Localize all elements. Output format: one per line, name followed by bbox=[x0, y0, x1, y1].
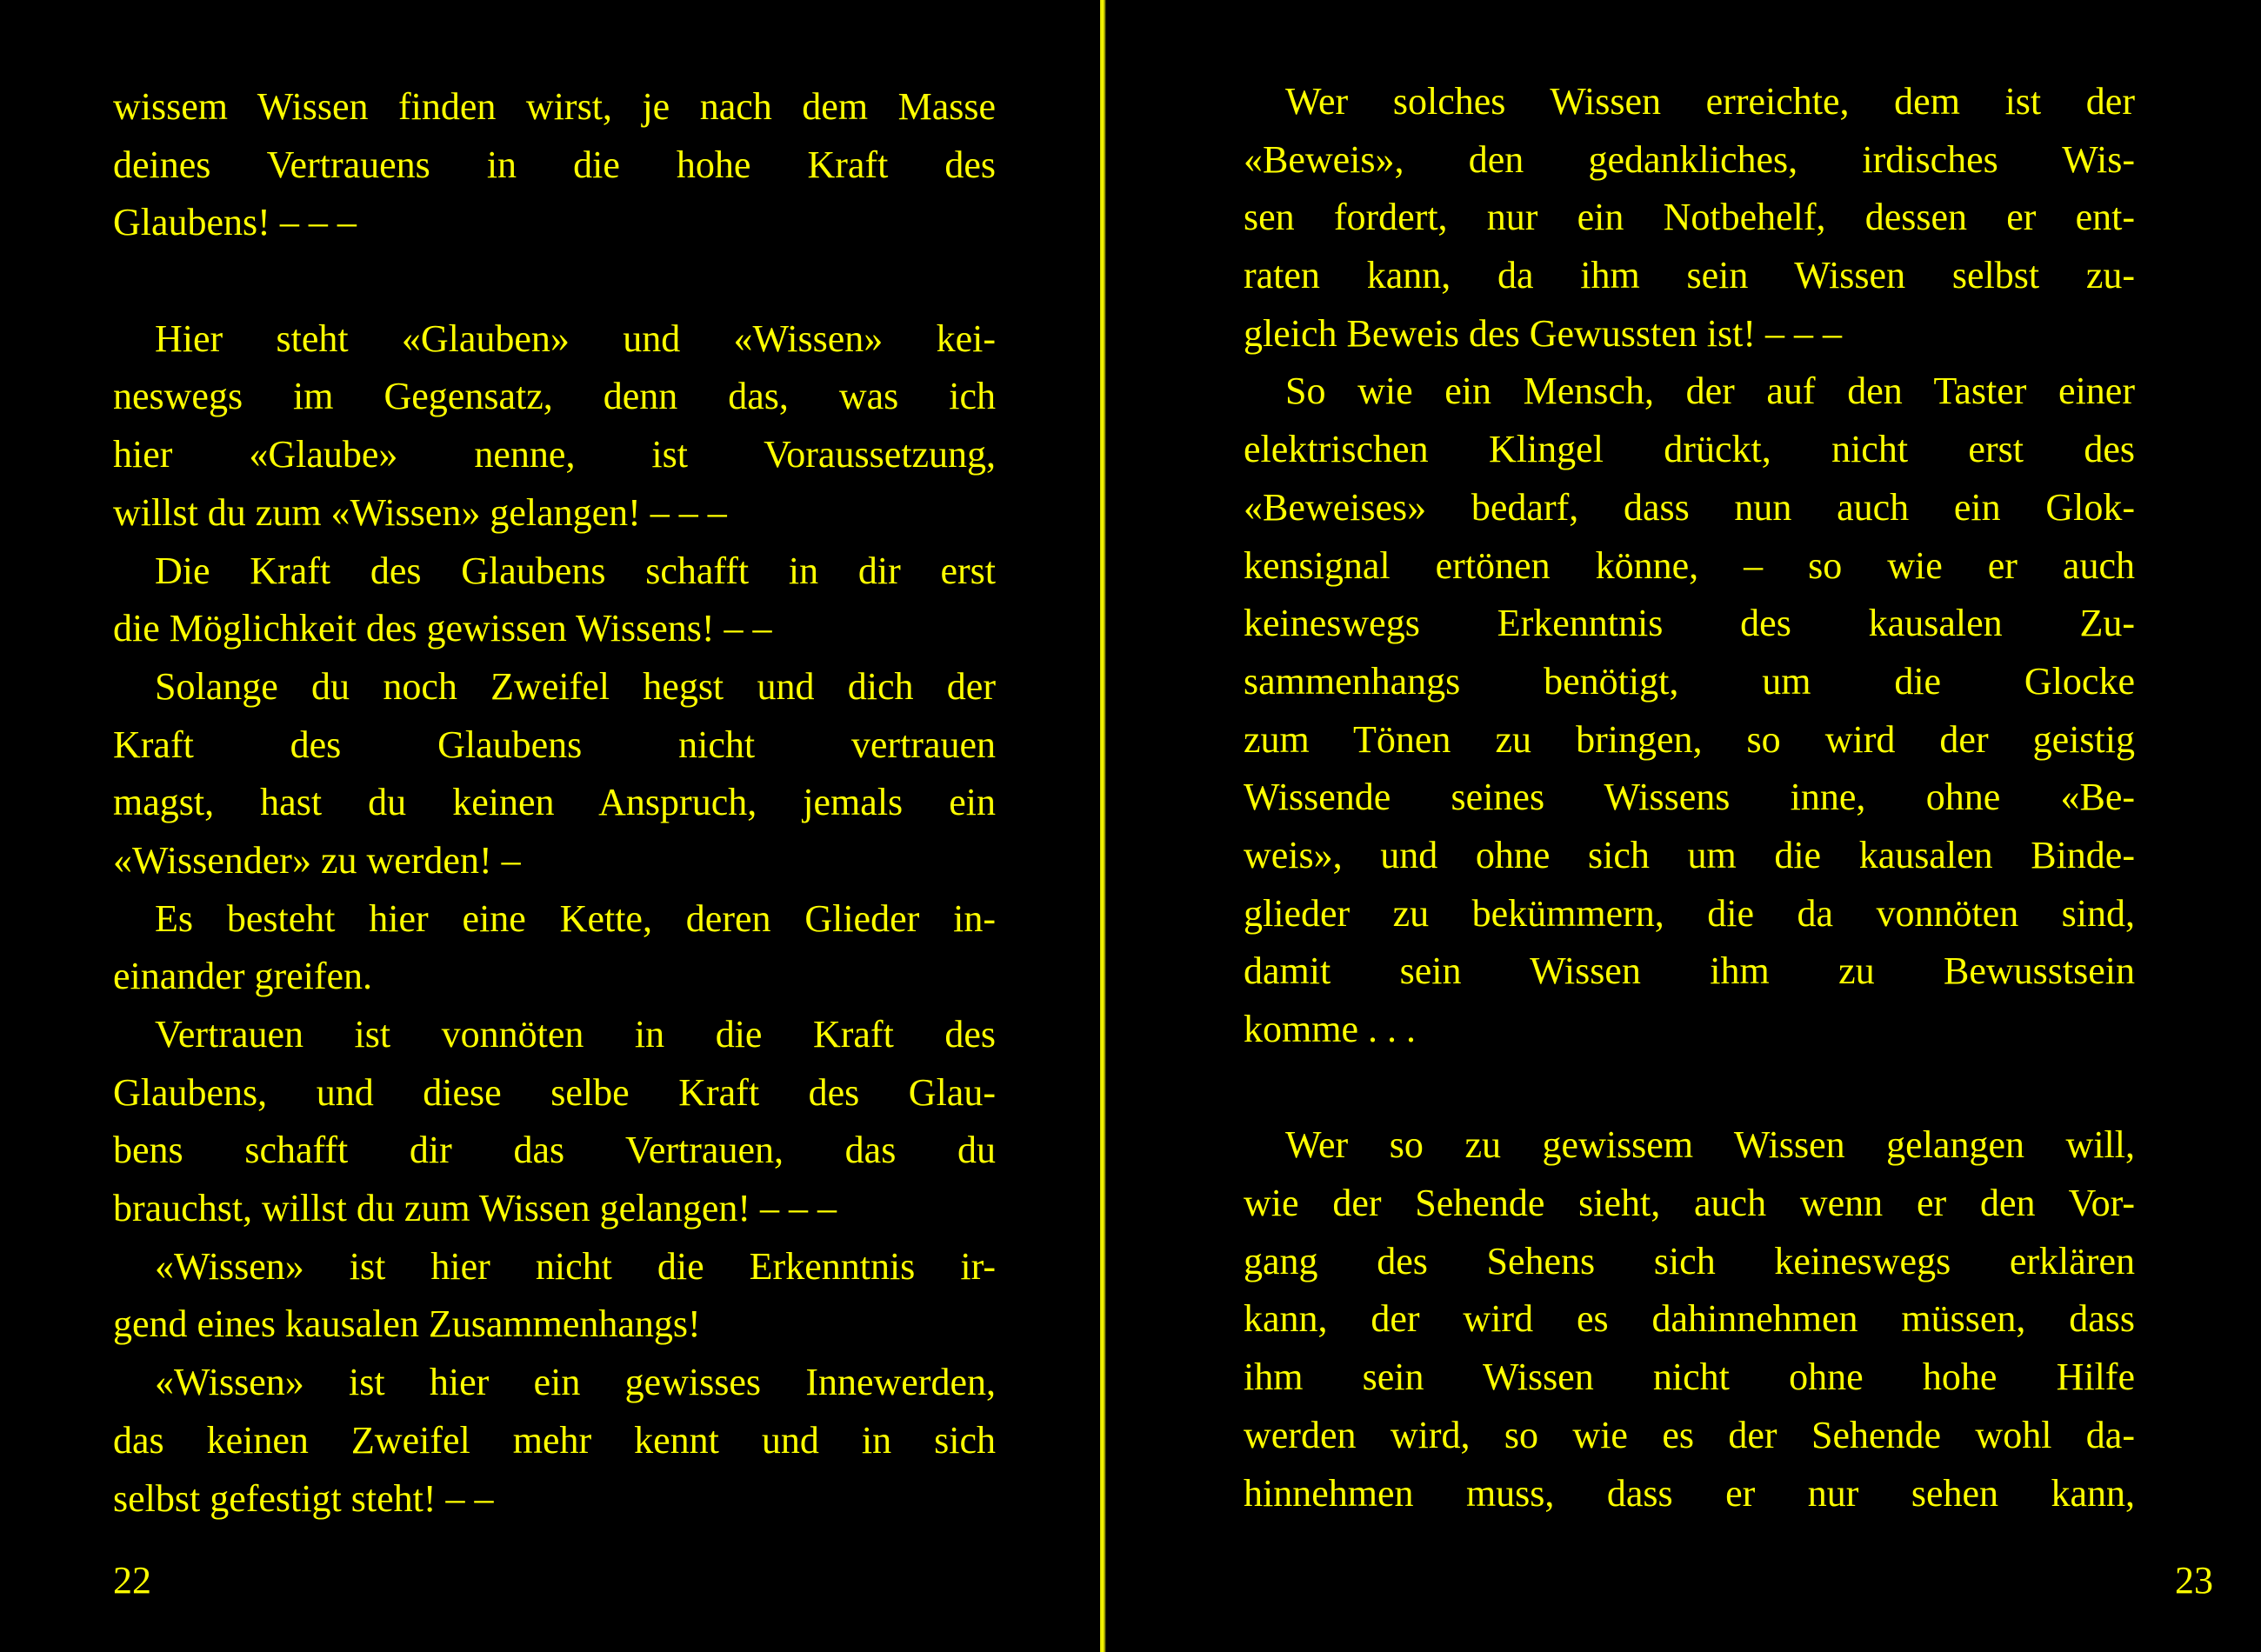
text-line: elektrischen Klingel drückt, nicht erst des bbox=[1244, 428, 2135, 471]
text-line: Vertrauen ist vonnöten in die Kraft des bbox=[155, 1013, 996, 1056]
right-page-text bbox=[1244, 73, 2135, 1522]
text-line: Solange du noch Zweifel hegst und dich der bbox=[155, 664, 996, 708]
text-line: «Wissen» ist hier nicht die Erkenntnis ir- bbox=[155, 1244, 996, 1288]
text-line: hinnehmen muss, dass er nur sehen kann, bbox=[1244, 1471, 2135, 1515]
text-line: komme . . . bbox=[1244, 1008, 1416, 1050]
text-line: die Möglichkeit des gewissen Wissens! – – bbox=[113, 607, 772, 650]
text-line: raten kann, da ihm sein Wissen selbst zu- bbox=[1244, 254, 2135, 297]
text-line: deines Vertrauens in die hohe Kraft des bbox=[113, 143, 996, 186]
text-line: gang des Sehens sich keineswegs erklären bbox=[1244, 1239, 2135, 1282]
left-page-text bbox=[113, 78, 996, 1528]
text-line: hier «Glaube» nenne, ist Voraussetzung, bbox=[113, 433, 996, 476]
text-line: selbst gefestigt steht! – – bbox=[113, 1476, 494, 1520]
text-line: Es besteht hier eine Kette, deren Glieder in- bbox=[155, 896, 996, 940]
text-line: Hier steht «Glauben» und «Wissen» kei- bbox=[155, 316, 996, 360]
text-line: wissem Wissen finden wirst, je nach dem Masse bbox=[113, 85, 996, 128]
text-line: willst du zum «Wissen» gelangen! – – – bbox=[113, 490, 727, 534]
text-line: «Beweises» bedarf, dass nun auch ein Glok- bbox=[1244, 485, 2135, 529]
book-gutter bbox=[1097, 0, 1108, 1652]
right-page bbox=[1122, 0, 2261, 1652]
text-line: werden wird, so wie es der Sehende wohl da- bbox=[1244, 1413, 2135, 1456]
text-line: «Beweis», den gedankliches, irdisches Wis- bbox=[1244, 137, 2135, 181]
text-line: brauchst, willst du zum Wissen gelangen! – – – bbox=[113, 1187, 837, 1230]
text-line: «Wissender» zu werden! – bbox=[113, 838, 521, 882]
text-line: neswegs im Gegensatz, denn das, was ich bbox=[113, 375, 996, 418]
paragraph-gap bbox=[113, 252, 996, 310]
text-line: kann, der wird es dahinnehmen müssen, dass bbox=[1244, 1297, 2135, 1341]
text-line: ihm sein Wissen nicht ohne hohe Hilfe bbox=[1244, 1356, 2135, 1399]
text-line: «Wissen» ist hier ein gewisses Innewerden, bbox=[155, 1361, 996, 1404]
text-line: magst, hast du keinen Anspruch, jemals ein bbox=[113, 781, 996, 824]
text-line: So wie ein Mensch, der auf den Taster einer bbox=[1285, 370, 2135, 413]
text-line: sammenhangs benötigt, um die Glocke bbox=[1244, 659, 2135, 703]
text-line: gend eines kausalen Zusammenhangs! bbox=[113, 1302, 701, 1346]
text-line: weis», und ohne sich um die kausalen Binde- bbox=[1244, 833, 2135, 876]
text-line: wie der Sehende sieht, auch wenn er den Vor- bbox=[1244, 1182, 2135, 1225]
text-line: Kraft des Glaubens nicht vertrauen bbox=[113, 723, 996, 766]
text-line: das keinen Zweifel mehr kennt und in sich bbox=[113, 1418, 996, 1462]
paragraph-gap bbox=[1244, 1059, 2135, 1117]
text-line: damit sein Wissen ihm zu Bewusstsein bbox=[1244, 949, 2135, 993]
text-line: Die Kraft des Glaubens schafft in dir erst bbox=[155, 549, 996, 592]
text-line: kensignal ertönen könne, – so wie er auch bbox=[1244, 543, 2135, 587]
text-line: Wer solches Wissen erreichte, dem ist der bbox=[1285, 80, 2135, 123]
text-line: glieder zu bekümmern, die da vonnöten sind, bbox=[1244, 891, 2135, 935]
page-number: 23 bbox=[2175, 1559, 2213, 1602]
text-line: gleich Beweis des Gewussten ist! – – – bbox=[1244, 311, 1842, 355]
text-line: einander greifen. bbox=[113, 955, 373, 998]
text-line: Wissende seines Wissens inne, ohne «Be- bbox=[1244, 776, 2135, 819]
text-line: bens schafft dir das Vertrauen, das du bbox=[113, 1129, 996, 1172]
text-line: zum Tönen zu bringen, so wird der geistig bbox=[1244, 717, 2135, 761]
text-line: Glaubens! – – – bbox=[113, 201, 357, 244]
text-line: Wer so zu gewissem Wissen gelangen will, bbox=[1285, 1123, 2135, 1167]
page-number: 22 bbox=[113, 1559, 151, 1602]
text-line: Glaubens, und diese selbe Kraft des Glau- bbox=[113, 1070, 996, 1114]
text-line: sen fordert, nur ein Notbehelf, dessen er ent- bbox=[1244, 196, 2135, 239]
left-page bbox=[0, 0, 1104, 1652]
text-line: keineswegs Erkenntnis des kausalen Zu- bbox=[1244, 602, 2135, 645]
